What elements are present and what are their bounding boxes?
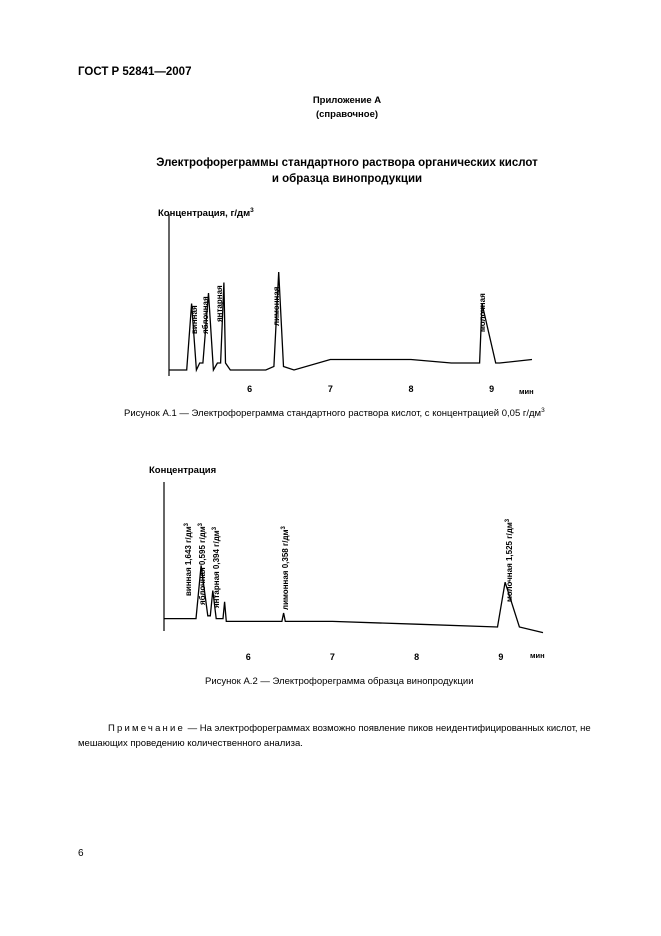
annex-title: Приложение А — [312, 95, 382, 106]
annex-type: (справочное) — [315, 109, 379, 120]
note-paragraph — [78, 721, 638, 751]
figure1-y-axis-label — [158, 207, 254, 219]
figure2-x-unit-label: мин — [530, 651, 545, 660]
figure2-x-tick-label: 9 — [498, 652, 504, 662]
note-lead: Примечание — [108, 723, 185, 734]
figure2-caption: Рисунок А.2 — Электрофореграмма образца винопродукции — [205, 676, 474, 687]
figure1-peak-label — [215, 285, 224, 322]
figure2-peak-label-text: яблочная 0,595 г/дм — [198, 526, 207, 605]
figure2-peak-label-sup: 3 — [184, 523, 190, 527]
figure2-x-tick-label: 6 — [245, 652, 251, 662]
figure2-y-axis-label — [149, 465, 216, 476]
section-title-line2: и образца винопродукции — [271, 173, 423, 185]
figure1-caption — [124, 407, 545, 419]
figure1-peak-label-text: янтарная — [215, 285, 224, 322]
figure2-peak-label — [281, 526, 290, 611]
figure2-peak-label-text: лимонная 0,358 г/дм — [281, 529, 290, 610]
figure2-peak-label-sup: 3 — [198, 522, 204, 527]
figure1-x-tick-label: 8 — [408, 384, 414, 394]
figure1-peak-label — [190, 305, 199, 334]
figure2-peak-label — [198, 522, 207, 605]
figure2-peak-label-sup: 3 — [505, 518, 511, 523]
figure2-peak-label-text: винная 1,643 г/дм — [184, 526, 193, 596]
figure2-y-axis-label-text: Концентрация — [149, 465, 217, 476]
figure1-x-tick-label: 9 — [489, 384, 495, 394]
figure1-peak-label-text: винная — [190, 305, 199, 334]
figure1-y-axis-label-sup: 3 — [250, 207, 254, 214]
figure1-x-tick-label: 7 — [327, 384, 333, 394]
figure1-y-axis-label-text: Концентрация, г/дм — [158, 208, 251, 219]
figure2-peak-label — [184, 522, 193, 596]
note-text: — На электрофореграммах возможно появление пиков неидентифицированных кислот, не мешающих проведению количественного анализа. — [78, 723, 591, 749]
figure1-peak-label — [272, 286, 281, 326]
figure2-x-tick-label: 8 — [414, 652, 420, 662]
figure1-caption-sup: 3 — [541, 407, 545, 414]
section-title-line1: Электрофореграммы стандартного раствора органических кислот — [156, 157, 538, 169]
figure1-peak-label-text: лимонная — [272, 286, 281, 326]
figure1-peak-label — [201, 296, 210, 334]
figure1-peak-label-text: яблочная — [201, 296, 210, 334]
page-number: 6 — [78, 848, 84, 859]
standard-number: ГОСТ Р 52841—2007 — [78, 66, 192, 78]
figure2-peak-label — [505, 518, 514, 602]
figure1-x-tick-label: 6 — [247, 384, 253, 394]
figure2-x-tick-label: 7 — [329, 652, 335, 662]
figure2-peak-label-text: янтарная 0,394 г/дм — [212, 530, 221, 608]
figure1-x-unit-label: мин — [519, 387, 534, 396]
figure2-peak-label — [212, 526, 221, 608]
figure1-caption-text: Рисунок А.1 — Электрофореграмма стандартного раствора кислот, с концентрацией 0,05 г/дм — [124, 408, 542, 420]
figure2-peak-label-sup: 3 — [212, 526, 218, 531]
figure1-peak-label — [478, 293, 487, 332]
figure2-peak-label-sup: 3 — [281, 526, 287, 530]
figure2-peak-label-text: молочная 1,525 г/дм — [505, 522, 514, 602]
figure1-peak-label-text: молочная — [478, 293, 487, 332]
